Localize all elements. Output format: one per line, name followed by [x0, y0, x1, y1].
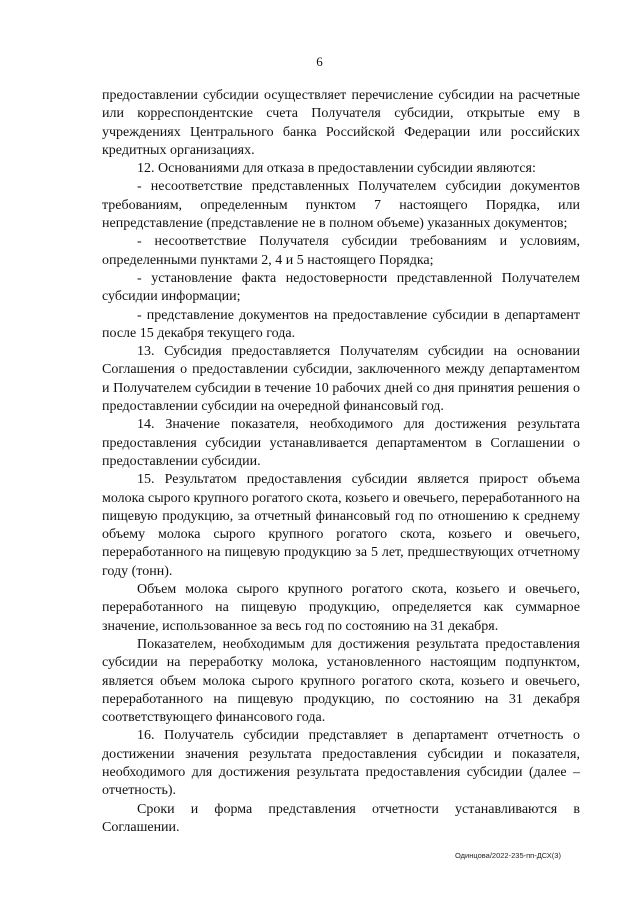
- paragraph-reporting-terms: Сроки и форма представления отчетности устанавливаются в Соглашении.: [102, 801, 580, 835]
- paragraph-clause-16: 16. Получатель субсидии представляет в департамент отчетность о достижении значения результата предоставления субсидии и показателя, необходимого для достижения результата предоставления субсидии (далее – отчетность).: [102, 728, 580, 799]
- footer-document-code: Одинцова/2022-235-пп-ДСХ(3): [455, 851, 561, 860]
- page-number: 6: [316, 54, 323, 69]
- paragraph-refusal-ground-1: - несоответствие представленных Получателем субсидии документов требованиям, определенным пунктом 7 настоящего Порядка, или непредставление (представление не в полном объеме) указанных документов;: [102, 179, 580, 232]
- paragraph-refusal-ground-3: - установление факта недостоверности представленной Получателем субсидии информации;: [102, 270, 580, 305]
- paragraph-refusal-ground-2: - несоответствие Получателя субсидии требованиям и условиям, определенными пунктами 2, 4 и 5 настоящего Порядка;: [102, 234, 580, 268]
- paragraph-continuation: предоставлении субсидии осуществляет перечисление субсидии на расчетные или корреспондентские счета Получателя субсидии, открытые ему в учреждениях Центрального банка Российской Федерации или российских кредитных организациях.: [102, 88, 580, 158]
- paragraph-clause-12: 12. Основаниями для отказа в предоставлении субсидии являются:: [137, 161, 536, 177]
- paragraph-clause-14: 14. Значение показателя, необходимого для достижения результата предоставления субсидии устанавливается департаментом в Соглашении о предоставлении субсидии.: [102, 417, 580, 469]
- paragraph-indicator: Показателем, необходимым для достижения результата предоставления субсидии на переработку молока, установленного настоящим подпунктом, является объем молока сырого крупного рогатого скота, козьего и овечьего, переработанного на пищевую продукцию, по состоянию на 31 декабря соответствующего финансового года.: [102, 636, 580, 726]
- paragraph-refusal-ground-4: - представление документов на предоставление субсидии в департамент после 15 декабря текущего года.: [102, 307, 580, 341]
- paragraph-milk-volume: Объем молока сырого крупного рогатого скота, козьего и овечьего, переработанного на пищевую продукцию, определяется как суммарное значение, использованное за весь год по состоянию на 31 декабря.: [102, 582, 580, 634]
- document-body: [102, 87, 580, 837]
- paragraph-clause-13: 13. Субсидия предоставляется Получателям субсидии на основании Соглашения о предоставлении субсидии, заключенного между департаментом и Получателем субсидии в течение 10 рабочих дней со дня принятия решения о предоставлении субсидии на очередной финансовый год.: [102, 344, 580, 415]
- paragraph-clause-15: 15. Результатом предоставления субсидии является прирост объема молока сырого крупного рогатого скота, козьего и овечьего, переработанного на пищевую продукцию, за отчетный финансовый год по отношению к среднему объему молока сырого крупного рогатого скота, козьего и овечьего, переработанного на пищевую продукцию за 5 лет, предшествующих отчетному году (тонн).: [102, 472, 580, 579]
